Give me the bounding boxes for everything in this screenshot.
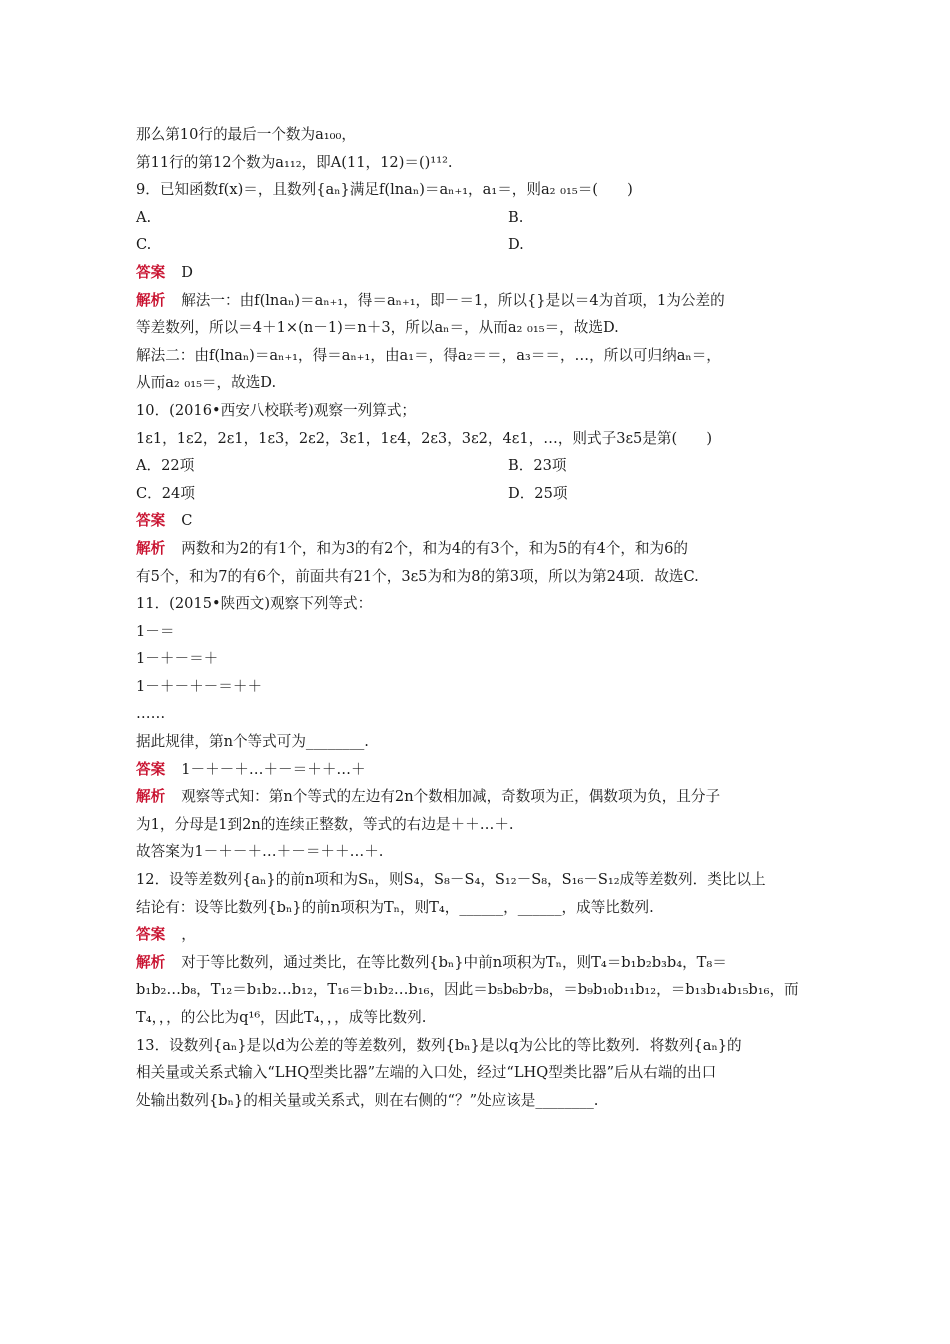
line-text: 相关量或关系式输入“LHQ型类比器”左端的入口处，经过“LHQ型类比器”后从右端的出口: [136, 1064, 717, 1082]
line-text: 有5个，和为7的有6个，前面共有21个，3ε5为和为8的第3项，所以为第24项．故选C.: [136, 567, 699, 585]
option-right: D.: [508, 236, 524, 254]
line-text: 12．设等差数列{aₙ}的前n项和为Sₙ，则S₄，S₈－S₄，S₁₂－S₈，S₁₆－S₁₂成等差数列．类比以上: [136, 871, 766, 889]
text-line: [136, 866, 826, 894]
text-line: [136, 1004, 826, 1032]
text-line: [136, 700, 826, 728]
line-text: A.: [136, 208, 152, 226]
answer-label: 答案: [136, 512, 166, 530]
line-text: b₁b₂…b₈，T₁₂＝b₁b₂…b₁₂，T₁₆＝b₁b₂…b₁₆，因此＝b₅b₆b₇b₈，＝b₉b₁₀b₁₁b₁₂，＝b₁₃b₁₄b₁₅b₁₆，而: [136, 981, 799, 999]
line-text: 1ε1，1ε2，2ε1，1ε3，2ε2，3ε1，1ε4，2ε3，3ε2，4ε1，…，则式子3ε5是第( ): [136, 429, 713, 447]
line-text: 10．(2016•西安八校联考)观察一列算式；: [136, 401, 417, 419]
text-line: [136, 287, 826, 315]
answer-label: 答案: [136, 926, 166, 944]
line-text: 等差数列，所以＝4＋1×(n－1)＝n＋3，所以aₙ＝，从而a₂ ₀₁₅＝，故选D.: [136, 319, 619, 337]
line-text: 1－＋－＋－＝＋＋: [136, 677, 263, 695]
line-text: C: [181, 512, 193, 530]
text-line: [136, 811, 826, 839]
answer-label: 答案: [136, 263, 166, 281]
line-text: 结论有：设等比数列{bₙ}的前n项积为Tₙ，则T₄，______，______，成等比数列.: [136, 898, 654, 916]
text-line: [136, 783, 826, 811]
line-text: 1－＝: [136, 622, 175, 640]
text-line: [136, 921, 826, 949]
text-line: [136, 314, 826, 342]
text-line: [136, 149, 826, 177]
text-line: [136, 728, 826, 756]
text-line: [136, 121, 826, 149]
line-text: 观察等式知：第n个等式的左边有2n个数相加减，奇数项为正，偶数项为负，且分子: [181, 788, 721, 806]
line-text: C．24项: [136, 484, 195, 502]
text-line: [136, 425, 826, 453]
text-line: [136, 369, 826, 397]
option-right: B.: [508, 208, 524, 226]
answer-label: 答案: [136, 760, 166, 778]
text-line: [136, 342, 826, 370]
text-line: [136, 645, 826, 673]
text-line: [136, 563, 826, 591]
text-line: [136, 894, 826, 922]
text-line: [136, 176, 826, 204]
text-line: [136, 480, 826, 508]
line-text: 处输出数列{bₙ}的相关量或关系式，则在右侧的“？”处应该是________.: [136, 1091, 599, 1109]
line-text: 11．(2015•陕西文)观察下列等式：: [136, 595, 373, 613]
text-line: [136, 976, 826, 1004]
line-text: T₄，，，的公比为q¹⁶，因此T₄，，，成等比数列.: [136, 1009, 427, 1026]
text-line: [136, 949, 826, 977]
line-text: 解法二：由f(lnaₙ)＝aₙ₊₁，得＝aₙ₊₁，由a₁＝，得a₂＝＝，a₃＝＝，…，所以可归纳aₙ＝，: [136, 346, 721, 364]
text-line: [136, 259, 826, 287]
text-line: [136, 507, 826, 535]
text-line: [136, 1032, 826, 1060]
line-text: 那么第10行的最后一个数为a₁₀₀，: [136, 126, 356, 143]
text-line: [136, 838, 826, 866]
line-text: 13．设数列{aₙ}是以d为公差的等差数列，数列{bₙ}是以q为公比的等比数列．将数列{aₙ}的: [136, 1036, 742, 1054]
line-text: ……: [136, 705, 166, 723]
text-line: [136, 1087, 826, 1115]
text-line: [136, 590, 826, 618]
text-line: [136, 397, 826, 425]
line-text: 据此规律，第n个等式可为________.: [136, 733, 369, 751]
line-text: ，: [181, 926, 196, 944]
line-text: 对于等比数列，通过类比，在等比数列{bₙ}中前n项积为Tₙ，则T₄＝b₁b₂b₃b₄，T₈＝: [181, 953, 727, 971]
answer-label: 解析: [136, 539, 166, 557]
answer-label: 解析: [136, 953, 166, 971]
text-line: [136, 756, 826, 784]
line-text: 9．已知函数f(x)＝，且数列{aₙ}满足f(lnaₙ)＝aₙ₊₁，a₁＝，则a₂ ₀₁₅＝( ): [136, 181, 633, 199]
line-text: 解法一：由f(lnaₙ)＝aₙ₊₁，得＝aₙ₊₁，即－＝1，所以{}是以＝4为首项，1为公差的: [181, 291, 725, 309]
document-body: [136, 121, 826, 1114]
line-text: 第11行的第12个数为a₁₁₂，即A(11，12)＝()¹¹².: [136, 153, 453, 171]
option-right: D．25项: [508, 484, 568, 502]
text-line: [136, 452, 826, 480]
line-text: A．22项: [136, 457, 195, 475]
answer-label: 解析: [136, 291, 166, 309]
line-text: C.: [136, 236, 152, 254]
text-line: [136, 204, 826, 232]
line-text: 故答案为1－＋－＋…＋－＝＋＋…＋.: [136, 843, 384, 861]
line-text: 1－＋－＋…＋－＝＋＋…＋: [181, 760, 366, 778]
line-text: D: [181, 263, 193, 281]
line-text: 从而a₂ ₀₁₅＝，故选D.: [136, 374, 277, 392]
line-text: 两数和为2的有1个，和为3的有2个，和为4的有3个，和为5的有4个，和为6的: [181, 539, 688, 557]
answer-label: 解析: [136, 788, 166, 806]
text-line: [136, 231, 826, 259]
text-line: [136, 673, 826, 701]
text-line: [136, 618, 826, 646]
line-text: 为1，分母是1到2n的连续正整数，等式的右边是＋＋…＋.: [136, 815, 514, 833]
line-text: 1－＋－＝＋: [136, 650, 219, 668]
text-line: [136, 1059, 826, 1087]
text-line: [136, 535, 826, 563]
option-right: B．23项: [508, 457, 567, 475]
